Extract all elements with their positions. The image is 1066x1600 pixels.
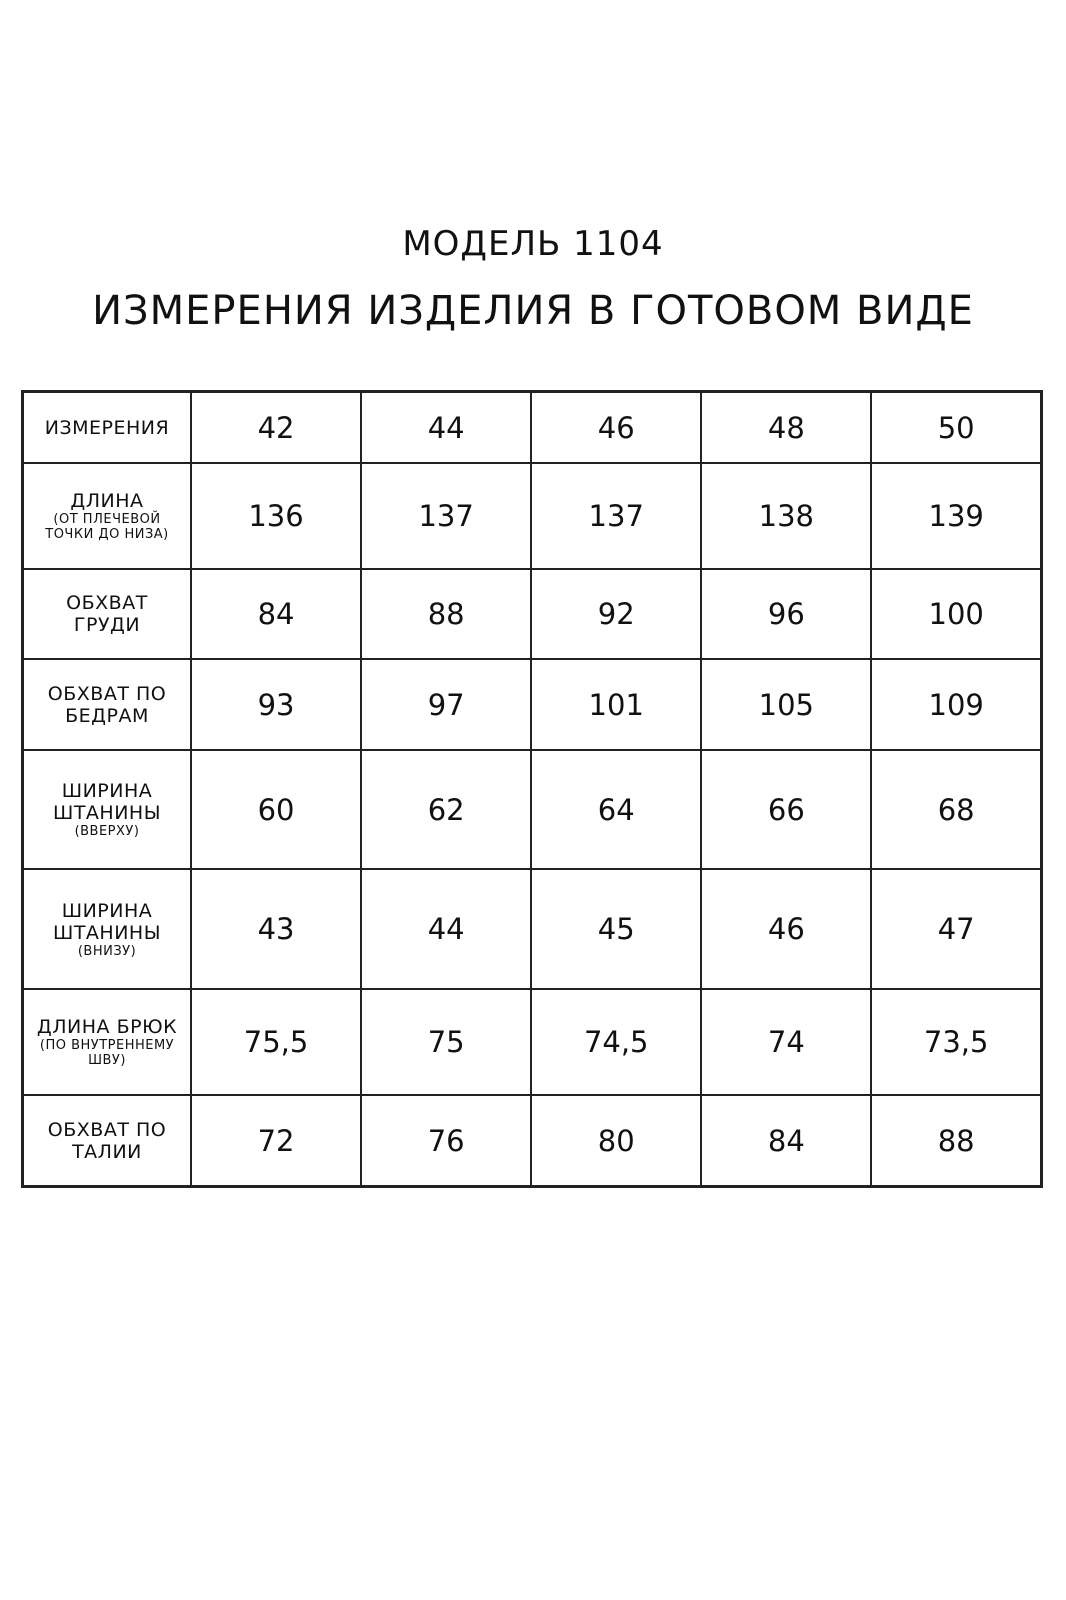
row-label: ДЛИНА БРЮК: [36, 1016, 178, 1039]
value-cell: 47: [871, 869, 1041, 989]
table-row: [23, 750, 1042, 870]
size-header-cell: 48: [701, 392, 871, 464]
row-label: ОБХВАТ ГРУДИ: [66, 592, 148, 637]
value-cell: 97: [361, 659, 531, 749]
value-cell: 72: [191, 1095, 361, 1186]
row-label-cell: [23, 989, 192, 1095]
row-label: ОБХВАТ ПО БЕДРАМ: [47, 682, 167, 727]
table-row: [23, 463, 1042, 569]
size-header-cell: 50: [871, 392, 1041, 464]
value-cell: 76: [361, 1095, 531, 1186]
row-label-note: (ПО ВНУТРЕННЕМУ ШВУ): [39, 1038, 175, 1069]
row-label-cell: [23, 869, 192, 989]
row-label: ОБХВАТ ПО ТАЛИИ: [47, 1118, 167, 1163]
value-cell: 60: [191, 750, 361, 870]
value-cell: 137: [531, 463, 701, 569]
row-label: ШИРИНА ШТАНИНЫ: [53, 780, 161, 825]
value-cell: 75: [361, 989, 531, 1095]
value-cell: 96: [701, 569, 871, 659]
value-cell: 44: [361, 869, 531, 989]
model-title: МОДЕЛЬ 1104: [402, 224, 664, 264]
row-label-cell: [23, 750, 192, 870]
value-cell: 46: [701, 869, 871, 989]
value-cell: 93: [191, 659, 361, 749]
value-cell: 66: [701, 750, 871, 870]
value-cell: 64: [531, 750, 701, 870]
row-label-note: (ВНИЗУ): [77, 943, 137, 959]
value-cell: 74,5: [531, 989, 701, 1095]
value-cell: 73,5: [871, 989, 1041, 1095]
table-row: [23, 569, 1042, 659]
row-label-note: (ВВЕРХУ): [74, 824, 140, 840]
value-cell: 138: [701, 463, 871, 569]
size-table: [21, 390, 1043, 1188]
table-row: [23, 869, 1042, 989]
size-header-cell: 46: [531, 392, 701, 464]
value-cell: 45: [531, 869, 701, 989]
row-label-cell: [23, 463, 192, 569]
row-label: ШИРИНА ШТАНИНЫ: [53, 899, 161, 944]
value-cell: 62: [361, 750, 531, 870]
value-cell: 80: [531, 1095, 701, 1186]
value-cell: 75,5: [191, 989, 361, 1095]
row-label-cell: [23, 569, 192, 659]
header-label: ИЗМЕРЕНИЯ: [44, 416, 170, 439]
row-label: ДЛИНА: [70, 490, 144, 513]
row-label-cell: [23, 659, 192, 749]
value-cell: 137: [361, 463, 531, 569]
value-cell: 84: [191, 569, 361, 659]
table-header-row: [23, 392, 1042, 464]
value-cell: 101: [531, 659, 701, 749]
value-cell: 88: [361, 569, 531, 659]
value-cell: 105: [701, 659, 871, 749]
table-row: [23, 1095, 1042, 1186]
row-label-note: (ОТ ПЛЕЧЕВОЙ ТОЧКИ ДО НИЗА): [45, 512, 169, 543]
value-cell: 100: [871, 569, 1041, 659]
header-label-cell: [23, 392, 192, 464]
size-header-cell: 42: [191, 392, 361, 464]
value-cell: 68: [871, 750, 1041, 870]
value-cell: 136: [191, 463, 361, 569]
value-cell: 92: [531, 569, 701, 659]
size-header-cell: 44: [361, 392, 531, 464]
value-cell: 84: [701, 1095, 871, 1186]
value-cell: 139: [871, 463, 1041, 569]
value-cell: 88: [871, 1095, 1041, 1186]
value-cell: 109: [871, 659, 1041, 749]
table-row: [23, 659, 1042, 749]
value-cell: 74: [701, 989, 871, 1095]
page-title: ИЗМЕРЕНИЯ ИЗДЕЛИЯ В ГОТОВОМ ВИДЕ: [92, 288, 974, 334]
row-label-cell: [23, 1095, 192, 1186]
table-row: [23, 989, 1042, 1095]
value-cell: 43: [191, 869, 361, 989]
